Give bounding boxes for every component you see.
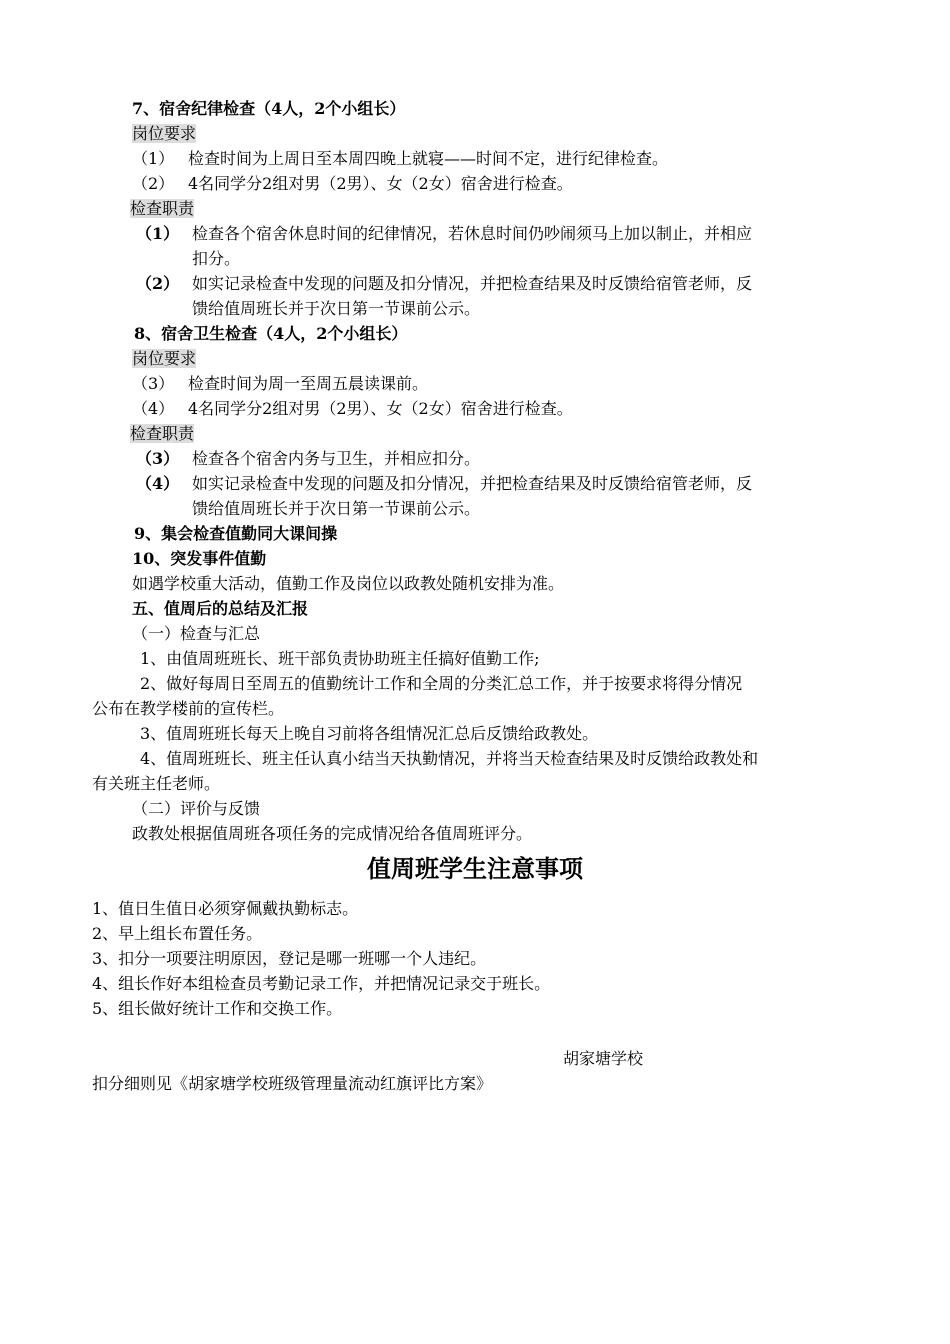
section-5-para-5: 政教处根据值周班各项任务的完成情况给各值周班评分。 — [132, 824, 533, 843]
section-7-duty-2-cont: 馈给值周班长并于次日第一节课前公示。 — [192, 299, 481, 318]
section-8-requirements-label: 岗位要求 — [132, 349, 197, 368]
section-5-para-2: 2、做好每周日至周五的值勤统计工作和全周的分类汇总工作，并于按要求将得分情况 — [140, 674, 743, 693]
section-7-req-1: （1） 检查时间为上周日至本周四晚上就寝——时间不定，进行纪律检查。 — [132, 149, 669, 168]
notes-title: 值周班学生注意事项 — [367, 854, 583, 883]
section-5-sub-2: （二）评价与反馈 — [132, 799, 261, 818]
section-10-text: 如遇学校重大活动，值勤工作及岗位以政教处随机安排为准。 — [132, 574, 565, 593]
section-7-duties-label: 检查职责 — [130, 199, 195, 218]
section-7-duty-1-cont: 扣分。 — [192, 249, 241, 268]
section-5-para-4-cont: 有关班主任老师。 — [92, 774, 221, 793]
notes-item: 2、早上组长布置任务。 — [92, 924, 263, 943]
section-8-duty-4: （4） 如实记录检查中发现的问题及扣分情况，并把检查结果及时反馈给宿管老师，反 — [136, 474, 753, 493]
section-8-duties-label: 检查职责 — [130, 424, 195, 443]
section-8-heading: 8、宿舍卫生检查（4人，2个小组长） — [134, 324, 408, 343]
section-7-requirements-label: 岗位要求 — [132, 124, 197, 143]
section-8-duty-3: （3） 检查各个宿舍内务与卫生，并相应扣分。 — [136, 449, 481, 468]
section-7-duty-2: （2） 如实记录检查中发现的问题及扣分情况，并把检查结果及时反馈给宿管老师，反 — [136, 274, 753, 293]
section-5-heading: 五、值周后的总结及汇报 — [132, 599, 309, 618]
section-5-para-1: 1、由值周班班长、班干部负责协助班主任搞好值勤工作; — [140, 649, 540, 668]
section-5-para-4: 4、值周班班长、班主任认真小结当天执勤情况，并将当天检查结果及时反馈给政教处和 — [140, 749, 759, 768]
section-7-req-2: （2） 4名同学分2组对男（2男）、女（2女）宿舍进行检查。 — [132, 174, 573, 193]
section-10-heading: 10、突发事件值勤 — [132, 549, 267, 568]
notes-item: 4、组长作好本组检查员考勤记录工作，并把情况记录交于班长。 — [92, 974, 551, 993]
section-5-para-3: 3、值周班班长每天上晚自习前将各组情况汇总后反馈给政教处。 — [140, 724, 599, 743]
section-8-duty-4-cont: 馈给值周班长并于次日第一节课前公示。 — [192, 499, 481, 518]
notes-item: 1、值日生值日必须穿佩戴执勤标志。 — [92, 899, 359, 918]
notes-item: 5、组长做好统计工作和交换工作。 — [92, 999, 343, 1018]
notes-item: 3、扣分一项要注明原因，登记是哪一班哪一个人违纪。 — [92, 949, 487, 968]
footer-school-name: 胡家塘学校 — [563, 1049, 644, 1068]
section-9-heading: 9、集会检查值勤同大课间操 — [134, 524, 338, 543]
section-8-req-4: （4） 4名同学分2组对男（2男）、女（2女）宿舍进行检查。 — [132, 399, 573, 418]
section-8-req-3: （3） 检查时间为周一至周五晨读课前。 — [132, 374, 429, 393]
section-7-duty-1: （1） 检查各个宿舍休息时间的纪律情况，若休息时间仍吵闹须马上加以制止，并相应 — [136, 224, 753, 243]
section-7-heading: 7、宿舍纪律检查（4人，2个小组长） — [132, 99, 406, 118]
footer-reference: 扣分细则见《胡家塘学校班级管理量流动红旗评比方案》 — [92, 1074, 493, 1093]
section-5-para-2-cont: 公布在教学楼前的宣传栏。 — [92, 699, 285, 718]
section-5-sub-1: （一）检查与汇总 — [132, 624, 261, 643]
